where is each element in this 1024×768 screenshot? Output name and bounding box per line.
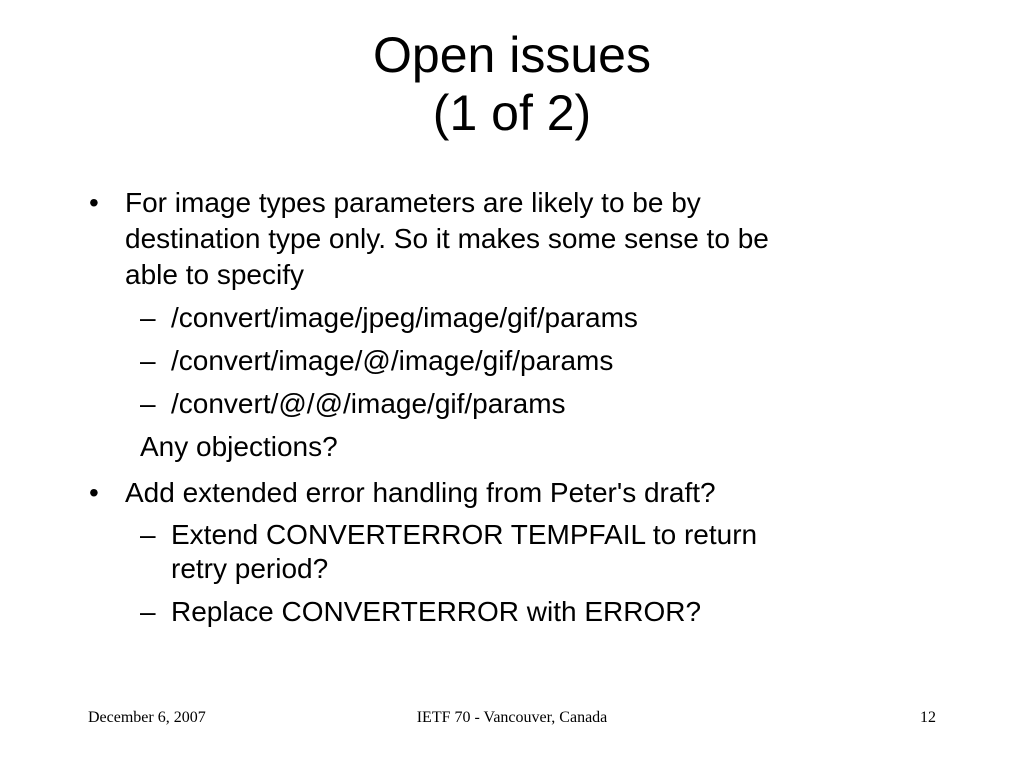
bullet-text-line: Add extended error handling from Peter's draft? xyxy=(125,477,716,508)
sub-bullet-text: retry period? xyxy=(171,553,329,584)
sub-bullet-marker: – xyxy=(140,345,156,376)
sub-bullet-marker: – xyxy=(140,519,156,550)
sub-bullet-text: /convert/image/@/image/gif/params xyxy=(171,345,614,376)
sub-bullet-marker: – xyxy=(140,388,156,419)
bullet-marker: • xyxy=(89,477,99,508)
sub-bullet-marker: – xyxy=(140,302,156,333)
slide-title-line-1: Open issues xyxy=(373,27,651,83)
bullet-text-line: destination type only. So it makes some sense to be xyxy=(125,223,769,254)
any-objections-text: Any objections? xyxy=(140,431,338,462)
slide-title-line-2: (1 of 2) xyxy=(432,85,592,141)
sub-bullet-marker: – xyxy=(140,596,156,627)
footer-date: December 6, 2007 xyxy=(88,709,206,726)
sub-bullet-text: Replace CONVERTERROR with ERROR? xyxy=(171,596,702,627)
sub-bullet-text: Extend CONVERTERROR TEMPFAIL to return xyxy=(171,519,758,550)
bullet-marker: • xyxy=(89,187,99,218)
bullet-text-line: able to specify xyxy=(125,259,304,290)
footer-event: IETF 70 - Vancouver, Canada xyxy=(416,709,608,726)
sub-bullet-text: /convert/image/jpeg/image/gif/params xyxy=(171,302,638,333)
footer-page-number: 12 xyxy=(920,709,936,726)
sub-bullet-text: /convert/@/@/image/gif/params xyxy=(171,388,566,419)
bullet-text-line: For image types parameters are likely to be by xyxy=(125,187,701,218)
